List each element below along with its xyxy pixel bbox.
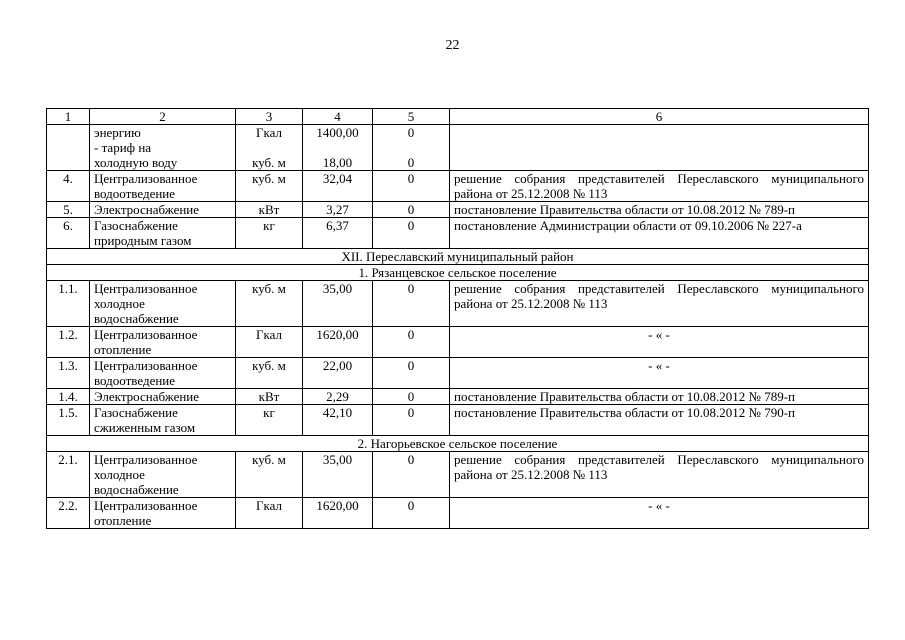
unit-line — [240, 140, 298, 155]
value-cell: 22,00 — [303, 358, 373, 389]
value-line — [307, 140, 368, 155]
service-name-cell: Газоснабжение сжиженным газом — [90, 405, 236, 436]
unit-cell: кВт — [236, 202, 303, 218]
header-cell: 1 — [47, 109, 90, 125]
service-name-cell — [90, 125, 236, 171]
header-cell: 4 — [303, 109, 373, 125]
row-number-cell: 4. — [47, 171, 90, 202]
document-cell — [450, 125, 869, 171]
document-cell: решение собрания представителей Переславского муниципального района от 25.12.2008 № 113 — [450, 281, 869, 327]
header-cell: 3 — [236, 109, 303, 125]
service-name-cell: Централизованное водоотведение — [90, 171, 236, 202]
service-line: холодную воду — [94, 155, 178, 170]
unit-cell: кВт — [236, 389, 303, 405]
table-row — [47, 452, 869, 498]
document-cell: - « - — [450, 327, 869, 358]
value-cell: 1620,00 — [303, 327, 373, 358]
service-name-cell: Централизованное холодное водоснабжение — [90, 452, 236, 498]
document-cell: - « - — [450, 358, 869, 389]
service-name-cell: Электроснабжение — [90, 389, 236, 405]
service-name-cell: Централизованное отопление — [90, 327, 236, 358]
row-number-cell: 1.5. — [47, 405, 90, 436]
header-cell: 2 — [90, 109, 236, 125]
value-cell: 32,04 — [303, 171, 373, 202]
value-line: 1400,00 — [316, 125, 359, 140]
document-cell: решение собрания представителей Переславского муниципального района от 25.12.2008 № 113 — [450, 452, 869, 498]
row-number-cell: 6. — [47, 218, 90, 249]
row-number-cell: 1.3. — [47, 358, 90, 389]
unit-line: Гкал — [255, 125, 282, 140]
section-row — [47, 436, 869, 452]
service-line: - тариф на — [94, 140, 152, 155]
table-row — [47, 405, 869, 436]
table-row — [47, 281, 869, 327]
value-cell: 1620,00 — [303, 498, 373, 529]
value-cell: 0 — [373, 281, 450, 327]
service-name-cell: Централизованное водоотведение — [90, 358, 236, 389]
continuation-row — [47, 125, 869, 171]
document-cell: постановление Администрации области от 09.10.2006 № 227-а — [450, 218, 869, 249]
header-cell: 6 — [450, 109, 869, 125]
section-row — [47, 265, 869, 281]
service-name-cell: Электроснабжение — [90, 202, 236, 218]
service-name-cell: Централизованное отопление — [90, 498, 236, 529]
unit-cell: куб. м — [236, 358, 303, 389]
value-line: 0 — [407, 155, 415, 170]
value-cell: 35,00 — [303, 281, 373, 327]
value-cell: 0 — [373, 327, 450, 358]
table-row — [47, 389, 869, 405]
header-row — [47, 109, 869, 125]
unit-cell: куб. м — [236, 171, 303, 202]
value-cell: 0 — [373, 358, 450, 389]
document-cell: решение собрания представителей Переславского муниципального района от 25.12.2008 № 113 — [450, 171, 869, 202]
value-cell: 0 — [373, 498, 450, 529]
tariff-table — [46, 108, 869, 529]
document-cell: - « - — [450, 498, 869, 529]
value-cell — [303, 125, 373, 171]
unit-cell — [236, 125, 303, 171]
value-cell: 35,00 — [303, 452, 373, 498]
value-cell: 2,29 — [303, 389, 373, 405]
table-row — [47, 218, 869, 249]
row-number-cell: 1.4. — [47, 389, 90, 405]
value-cell: 0 — [373, 389, 450, 405]
unit-cell: Гкал — [236, 327, 303, 358]
row-number-cell: 5. — [47, 202, 90, 218]
value-cell: 0 — [373, 171, 450, 202]
table-row — [47, 171, 869, 202]
header-cell: 5 — [373, 109, 450, 125]
table-row — [47, 498, 869, 529]
row-number-cell: 2.2. — [47, 498, 90, 529]
row-number-cell: 1.1. — [47, 281, 90, 327]
subsection-heading: 2. Нагорьевское сельское поселение — [47, 436, 869, 452]
service-line: энергию — [94, 125, 141, 140]
table-row — [47, 202, 869, 218]
service-name-cell: Централизованное холодное водоснабжение — [90, 281, 236, 327]
row-number-cell — [47, 125, 90, 171]
value-cell: 0 — [373, 405, 450, 436]
subsection-heading: 1. Рязанцевское сельское поселение — [47, 265, 869, 281]
value-cell: 3,27 — [303, 202, 373, 218]
service-name-cell: Газоснабжение природным газом — [90, 218, 236, 249]
value-cell: 6,37 — [303, 218, 373, 249]
value-cell: 0 — [373, 218, 450, 249]
row-number-cell: 2.1. — [47, 452, 90, 498]
page-number: 22 — [445, 38, 460, 53]
unit-cell: куб. м — [236, 281, 303, 327]
document-cell: постановление Правительства области от 10.08.2012 № 790-п — [450, 405, 869, 436]
value-cell — [373, 125, 450, 171]
value-cell: 0 — [373, 202, 450, 218]
value-line: 0 — [407, 125, 415, 140]
document-cell: постановление Правительства области от 10.08.2012 № 789-п — [450, 389, 869, 405]
value-cell: 42,10 — [303, 405, 373, 436]
unit-cell: кг — [236, 405, 303, 436]
value-line: 18,00 — [322, 155, 353, 170]
document-cell: постановление Правительства области от 10.08.2012 № 789-п — [450, 202, 869, 218]
unit-line: куб. м — [252, 155, 286, 170]
table-row — [47, 358, 869, 389]
section-row — [47, 249, 869, 265]
table-row — [47, 327, 869, 358]
value-line — [377, 140, 445, 155]
unit-cell: куб. м — [236, 452, 303, 498]
value-cell: 0 — [373, 452, 450, 498]
row-number-cell: 1.2. — [47, 327, 90, 358]
unit-cell: кг — [236, 218, 303, 249]
section-heading: XII. Переславский муниципальный район — [47, 249, 869, 265]
unit-cell: Гкал — [236, 498, 303, 529]
